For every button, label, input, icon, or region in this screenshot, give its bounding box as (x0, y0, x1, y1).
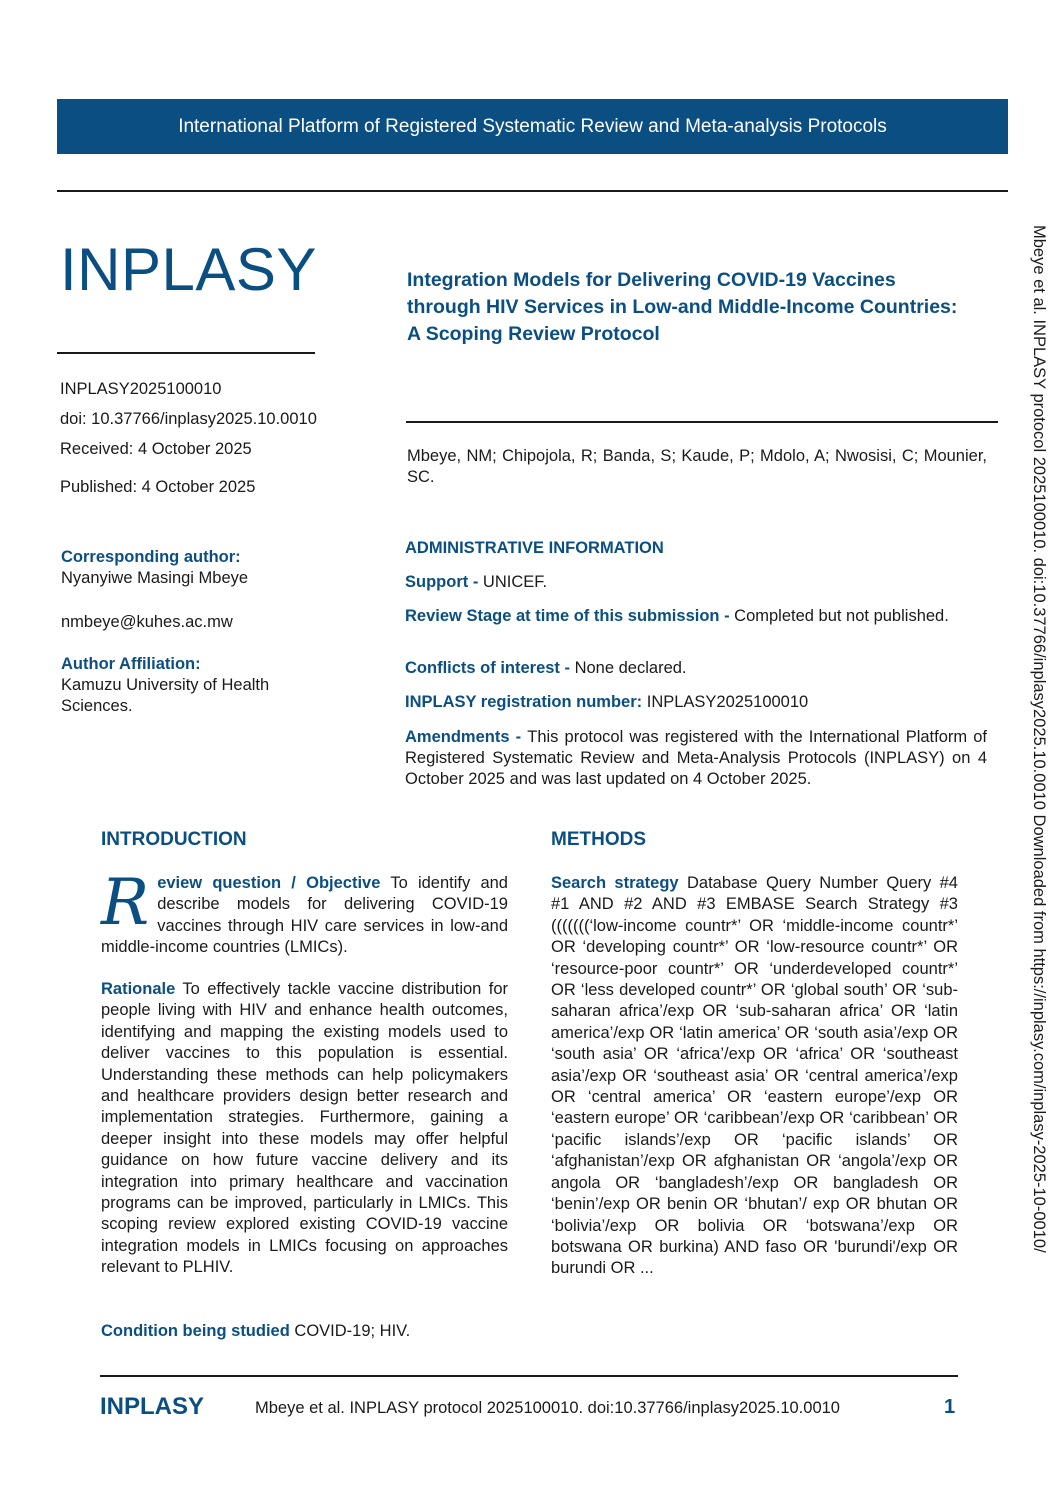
author-list: Mbeye, NM; Chipojola, R; Banda, S; Kaude, P; Mdolo, A; Nwosisi, C; Mounier, SC. (407, 447, 987, 486)
page-number: 1 (944, 1396, 956, 1418)
dropcap-letter: R (101, 866, 150, 940)
admin-review-stage (405, 606, 987, 627)
author-affiliation (61, 654, 331, 717)
published-date: Published: 4 October 2025 (60, 478, 256, 496)
admin-heading: ADMINISTRATIVE INFORMATION (405, 539, 664, 557)
rationale-label: Rationale (101, 980, 176, 998)
condition-label: Condition being studied (101, 1322, 290, 1340)
paper-title: Integration Models for Delivering COVID-19 Vaccines through HIV Services in Low-and Middle-Income Countries: A Scoping Review Protocol (407, 269, 958, 345)
admin-support (405, 572, 987, 593)
review-question-paragraph (101, 866, 508, 959)
registration-label: INPLASY registration number: (405, 693, 647, 711)
review-question-label: eview question / Objective (157, 874, 381, 892)
title-rule (406, 421, 998, 423)
search-strategy-label: Search strategy (551, 874, 679, 892)
condition-text: COVID-19; HIV. (289, 1322, 411, 1340)
protocol-doi[interactable]: doi: 10.37766/inplasy2025.10.0010 (60, 410, 317, 428)
admin-conflicts (405, 658, 987, 679)
rationale-paragraph (101, 979, 508, 1279)
admin-registration (405, 692, 987, 713)
journal-brand: INPLASY (60, 236, 317, 303)
footer-rule (100, 1375, 958, 1377)
conflicts-label: Conflicts of interest - (405, 659, 575, 677)
review-stage-label: Review Stage at time of this submission - (405, 607, 735, 625)
brand-rule (57, 352, 315, 354)
support-label: Support - (405, 573, 483, 591)
conflicts-text: None declared. (574, 659, 687, 677)
condition-paragraph (101, 1321, 508, 1342)
amendments-label: Amendments - (405, 728, 528, 746)
side-download-notice: Mbeye et al. INPLASY protocol 2025100010. doi:10.37766/inplasy2025.10.0010 Downloaded from https://inplasy.com/inplasy-2025-10-0010/ (1030, 225, 1048, 1253)
footer-brand: INPLASY (100, 1393, 205, 1420)
methods-heading: METHODS (551, 829, 646, 850)
search-strategy-paragraph (551, 873, 958, 1280)
introduction-heading: INTRODUCTION (101, 829, 247, 850)
review-question-text: To identify and describe models for delivering COVID-19 vaccines through HIV care services in low-and middle-income countries (LMICs). (101, 874, 508, 957)
header-banner (57, 99, 1008, 154)
author-email[interactable]: nmbeye@kuhes.ac.mw (61, 613, 233, 631)
rationale-text: To effectively tackle vaccine distribution for people living with HIV and enhance health outcomes, identifying and mapping the existing models used to deliver vaccines to this population is essential. Understanding these methods can help policymakers and healthcare providers design better research and implementation strategies. Furthermore, gaining a deeper insight into these models may offer helpful guidance on how future vaccine delivery and its integration into primary healthcare and vaccination programs can be improved, particularly in LMICs. This scoping review explored existing COVID-19 vaccine integration models in LMICs focusing on approaches relevant to PLHIV. (101, 980, 508, 1277)
corresponding-author (61, 547, 331, 589)
support-text: UNICEF. (482, 573, 548, 591)
affiliation-label: Author Affiliation: (61, 655, 201, 673)
corresponding-author-label: Corresponding author: (61, 548, 241, 566)
review-stage-text: Completed but not published. (734, 607, 949, 625)
search-strategy-text: Database Query Number Query #4 #1 AND #2 AND #3 EMBASE Search Strategy #3 (((((((‘low-income countr*’ OR ‘middle-income countr*’ OR ‘developing countr*’ OR ‘low-resource countr*’ OR ‘resource-poor countr*’ OR ‘underdeveloped countr*’ OR ‘less developed countr*’ OR ‘global south’ OR ‘sub-saharan africa’/exp OR ‘sub-saharan africa’ OR ‘latin america’/exp OR ‘latin america’ OR ‘south asia’/exp OR ‘south asia’ OR ‘africa’/exp OR ‘africa’ OR ‘southeast asia’/exp OR ‘southeast asia’ OR ‘central america’/exp OR ‘central america’ OR ‘eastern europe’/exp OR ‘eastern europe’ OR ‘caribbean’/exp OR ‘caribbean’ OR ‘pacific islands’/exp OR ‘pacific islands’ OR ‘afghanistan’/exp OR afghanistan OR ‘angola’/exp OR angola OR ‘bangladesh’/exp OR bangladesh OR ‘benin’/exp OR benin OR ‘bhutan’/ exp OR bhutan OR ‘bolivia’/exp OR bolivia OR ‘botswana’/exp OR botswana OR burkina) AND faso OR 'burundi'/exp OR burundi OR ... (551, 874, 958, 1278)
received-date: Received: 4 October 2025 (60, 440, 252, 458)
protocol-id: INPLASY2025100010 (60, 380, 222, 398)
header-rule (57, 190, 1008, 192)
header-banner-text: International Platform of Registered Systematic Review and Meta-analysis Protocols (178, 115, 887, 137)
registration-text: INPLASY2025100010 (646, 693, 809, 711)
corresponding-author-name: Nyanyiwe Masingi Mbeye (61, 569, 249, 587)
affiliation-text: Kamuzu University of Health Sciences. (61, 676, 270, 715)
admin-amendments (405, 727, 987, 790)
amendments-text: This protocol was registered with the International Platform of Registered Systematic Review and Meta-Analysis Protocols (INPLASY) on 4 October 2025 and was last updated on 4 October 2025. (405, 728, 988, 788)
footer-citation: Mbeye et al. INPLASY protocol 2025100010. doi:10.37766/inplasy2025.10.0010 (255, 1399, 840, 1417)
